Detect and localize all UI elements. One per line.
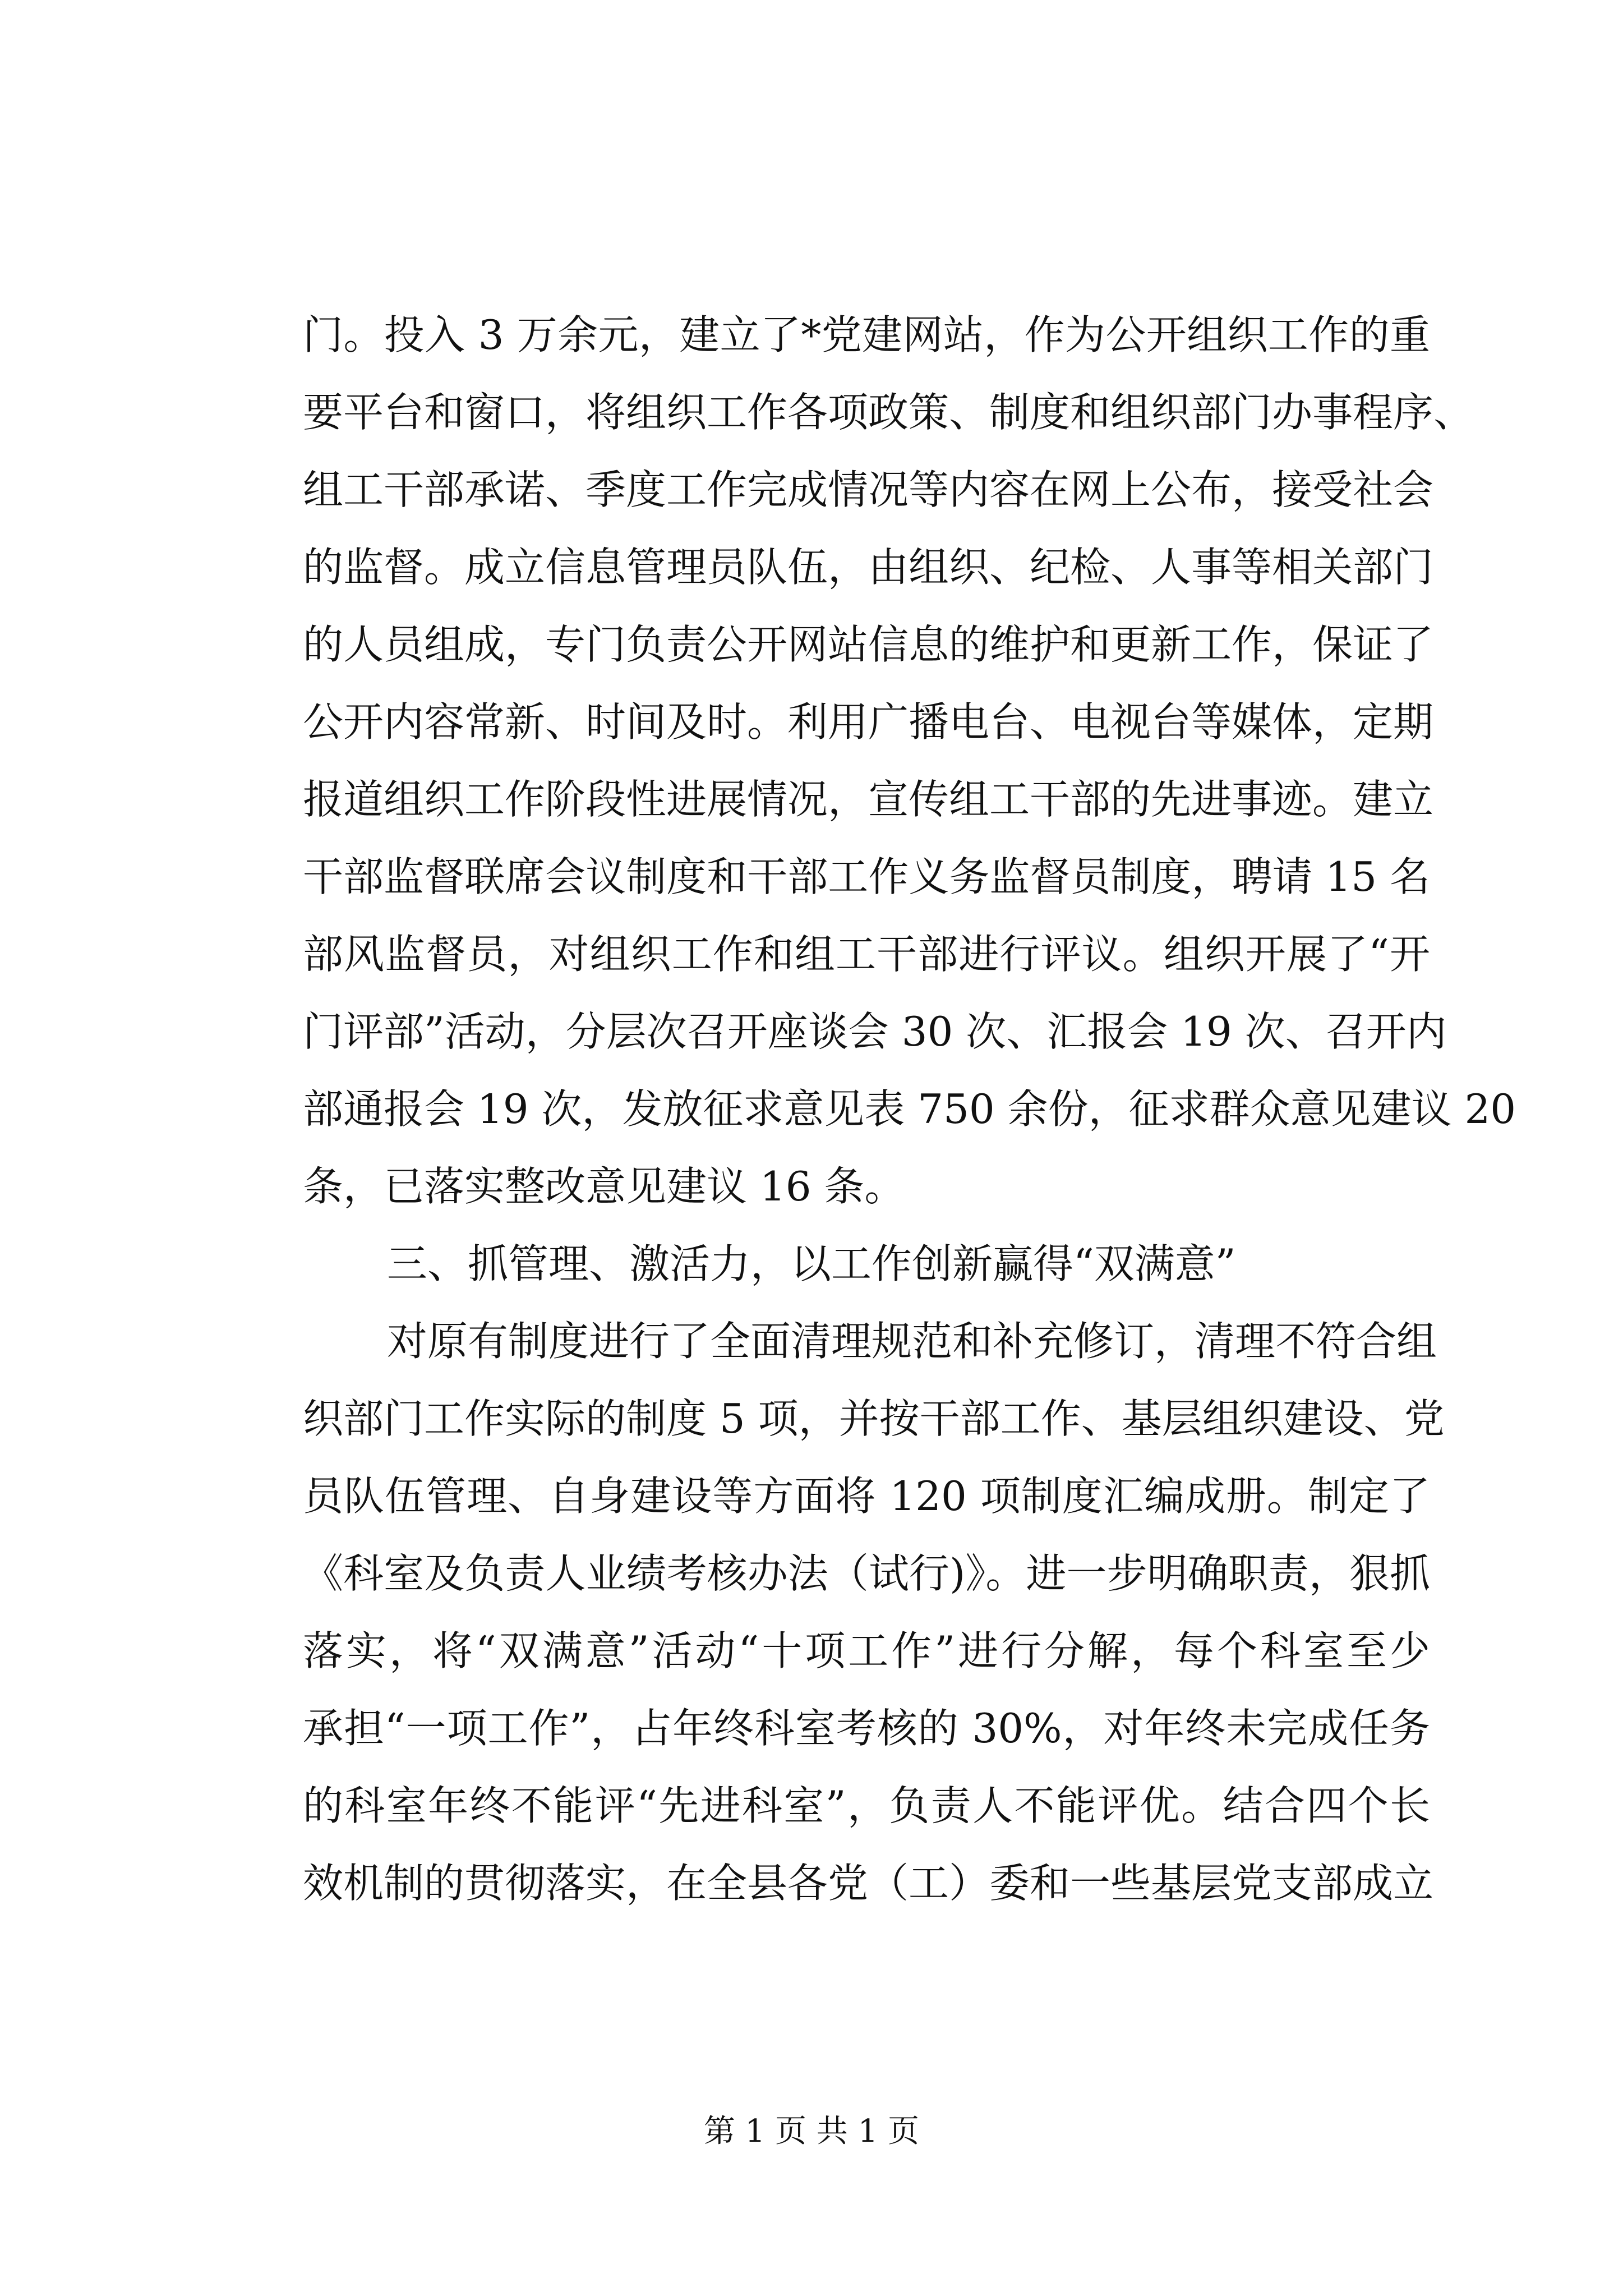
text-line: 的人员组成，专门负责公开网站信息的维护和更新工作，保证了: [303, 621, 1434, 668]
text-line: 干部监督联席会议制度和干部工作义务监督员制度，聘请 15 名: [303, 853, 1430, 900]
document-body: [303, 296, 1516, 1922]
section-heading: 三、抓管理、激活力，以工作创新赢得“双满意”: [387, 1240, 1236, 1287]
text-line: 对原有制度进行了全面清理规范和补充修订，清理不符合组: [387, 1318, 1437, 1365]
text-line: 报道组织工作阶段性进展情况，宣传组工干部的先进事迹。建立: [303, 776, 1434, 823]
text-line: 组工干部承诺、季度工作完成情况等内容在网上公布，接受社会: [303, 466, 1434, 513]
text-line: 落实，将“双满意”活动“十项工作”进行分解，每个科室至少: [303, 1627, 1430, 1674]
text-line: 效机制的贯彻落实，在全县各党（工）委和一些基层党支部成立: [303, 1860, 1434, 1907]
text-line: 承担“一项工作”，占年终科室考核的 30%，对年终未完成任务: [303, 1705, 1430, 1752]
text-line: 门。投入 3 万余元，建立了*党建网站，作为公开组织工作的重: [303, 311, 1430, 358]
text-line: 要平台和窗口，将组织工作各项政策、制度和组织部门办事程序、: [303, 389, 1474, 436]
text-line: 的科室年终不能评“先进科室”，负责人不能评优。结合四个长: [303, 1782, 1430, 1829]
text-line: 织部门工作实际的制度 5 项，并按干部工作、基层组织建设、党: [303, 1395, 1445, 1442]
text-line: 的监督。成立信息管理员队伍，由组织、纪检、人事等相关部门: [303, 544, 1434, 591]
page-number-footer: 第 1 页 共 1 页: [703, 2113, 920, 2150]
text-line: 门评部”活动，分层次召开座谈会 30 次、汇报会 19 次、召开内: [303, 1008, 1447, 1055]
text-line: 《科室及负责人业绩考核办法（试行)》。进一步明确职责，狠抓: [303, 1550, 1430, 1597]
text-line: 部风监督员，对组织工作和组工干部进行评议。组织开展了“开: [303, 931, 1430, 978]
text-line: 条，已落实整改意见建议 16 条。: [303, 1163, 905, 1210]
text-line: 部通报会 19 次，发放征求意见表 750 余份，征求群众意见建议 20: [303, 1085, 1516, 1133]
text-line: 员队伍管理、自身建设等方面将 120 项制度汇编成册。制定了: [303, 1473, 1430, 1520]
text-line: 公开内容常新、时间及时。利用广播电台、电视台等媒体，定期: [303, 698, 1434, 746]
